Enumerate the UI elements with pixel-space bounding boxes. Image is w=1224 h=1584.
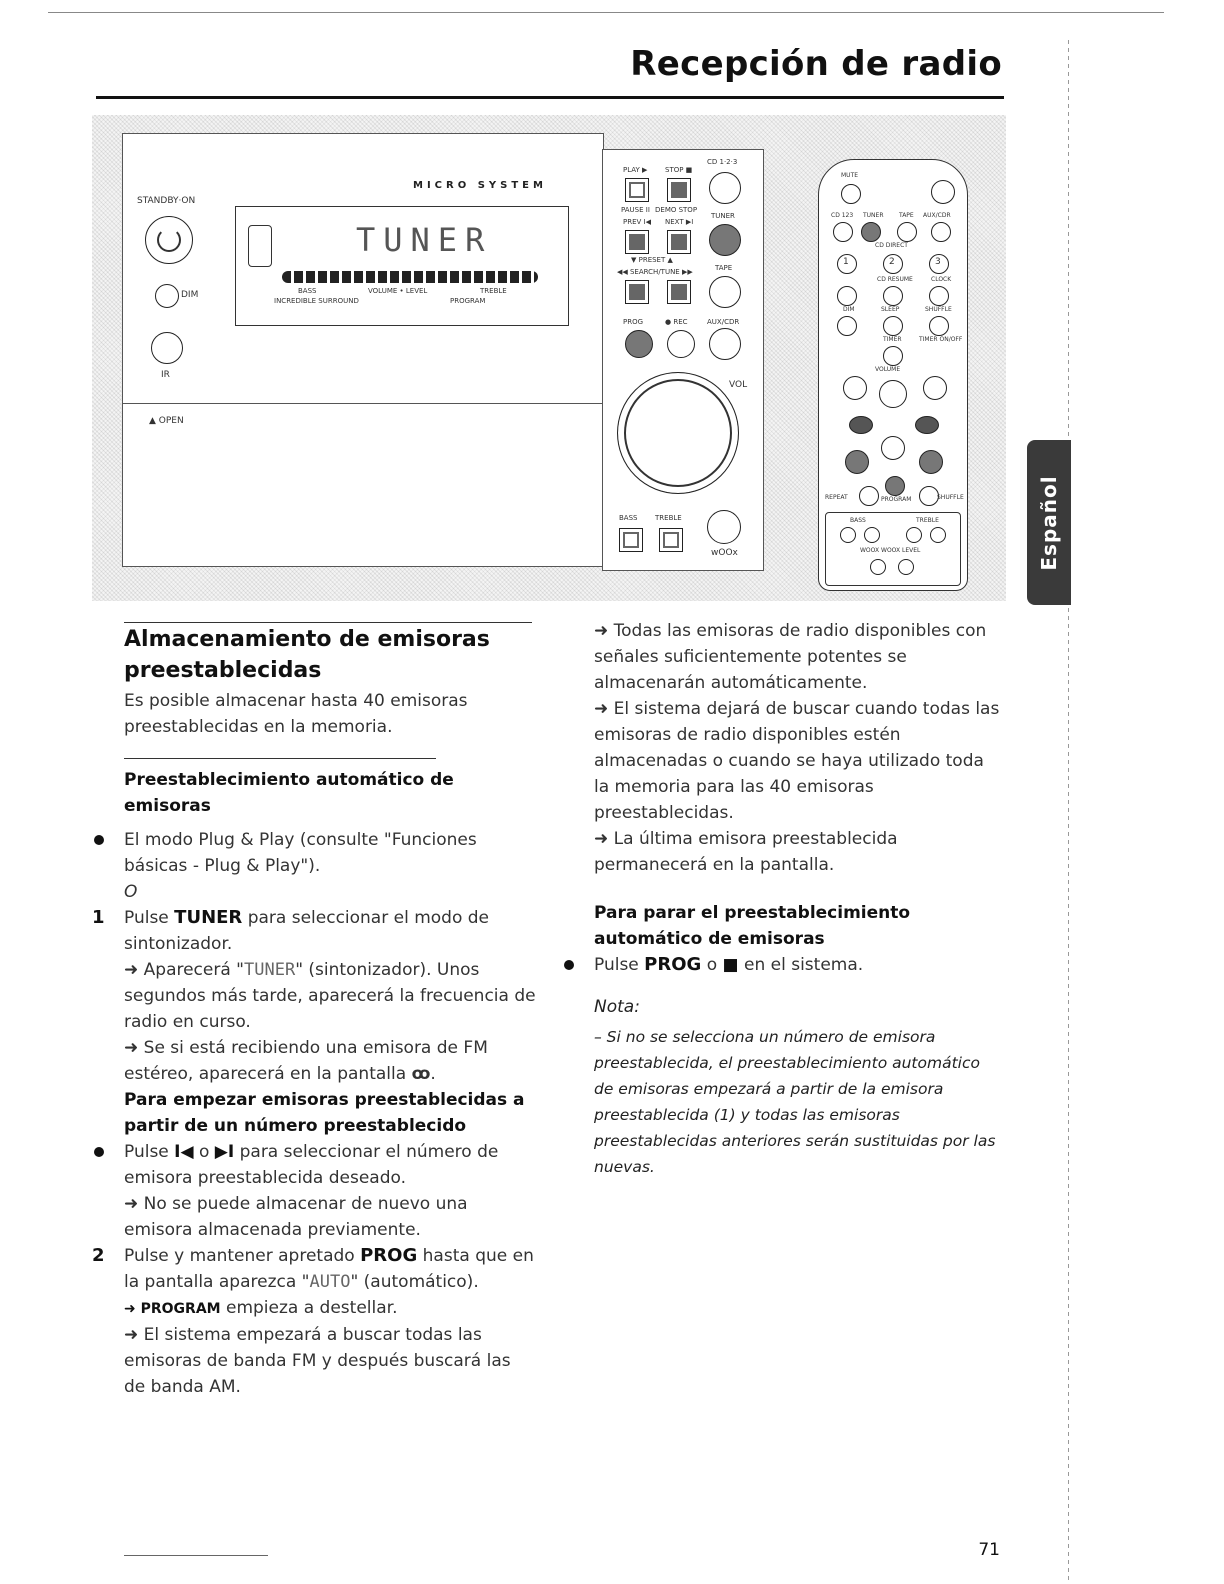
next-label: NEXT ▶I (665, 218, 694, 226)
remote-resume-left-button[interactable] (837, 286, 857, 306)
woox-label: wOOx (711, 548, 738, 558)
remote-num3-button[interactable] (929, 254, 949, 274)
search-back-button[interactable] (625, 280, 649, 304)
remote-shuffle2-button[interactable] (919, 486, 939, 506)
prev-button[interactable] (625, 230, 649, 254)
rec-button[interactable] (667, 330, 695, 358)
remote-aux-button[interactable] (931, 222, 951, 242)
remote-tape-label: TAPE (899, 212, 914, 219)
arrow-tuner-pre: ➜ Aparecerá " (124, 960, 244, 980)
step-1 (92, 905, 536, 957)
display-text: TUNER (356, 221, 493, 259)
prev-key-icon: I◀ (174, 1142, 194, 1162)
mute-label: MUTE (841, 172, 859, 179)
arrow-stereo (124, 1035, 536, 1087)
remote-cd-resume-label: CD RESUME (877, 276, 913, 283)
stop-preset-heading: Para parar el preestablecimiento automático de emisoras (594, 903, 911, 949)
remote-tone-panel (825, 512, 961, 586)
remote-next-button[interactable] (915, 416, 939, 434)
arrow-stop-search: ➜ El sistema dejará de buscar cuando todas las emisoras de radio disponibles estén almacenadas o cuando se haya utilizado toda la memoria para las 40 emisoras preestablecidas. (594, 699, 1000, 823)
language-tab (1027, 440, 1071, 605)
remote-rewind-button[interactable] (845, 450, 869, 474)
prog-button[interactable] (625, 330, 653, 358)
bass-label: BASS (619, 514, 638, 522)
remote-woox-button[interactable] (870, 559, 886, 575)
arrow-tuner-post: " (sintonizador). Unos segundos más tarde, aparecerá la frecuencia de radio en curso. (124, 960, 536, 1032)
remote-program-button[interactable] (885, 476, 905, 496)
remote-forward-button[interactable] (919, 450, 943, 474)
tape-label: TAPE (715, 264, 733, 272)
standby-button[interactable] (145, 216, 193, 264)
arrow-no-store: ➜ No se puede almacenar de nuevo una emisora almacenada previamente. (124, 1194, 468, 1240)
note-title: Nota: (594, 997, 640, 1017)
arrow-stereo-pre: ➜ Se si está recibiendo una emisora de FM estéreo, aparecerá en la pantalla (124, 1038, 488, 1084)
arrow-stereo-post: . (430, 1064, 436, 1084)
rec-label: ● REC (665, 318, 688, 326)
select-mid: o (193, 1142, 215, 1162)
auto-preset-heading: Preestablecimiento automático de emisoras (124, 770, 454, 816)
arrow-search: ➜ El sistema empezará a buscar todas las emisoras de banda FM y después buscará las de banda AM. (124, 1325, 511, 1397)
power-icon (157, 228, 181, 252)
remote-bass-label: BASS (850, 517, 866, 524)
stop-item (594, 952, 1004, 978)
remote-mute-button[interactable] (841, 184, 861, 204)
remote-bass-down-button[interactable] (840, 527, 856, 543)
remote-tape-button[interactable] (897, 222, 917, 242)
prog-label: PROG (623, 318, 644, 326)
page-number: 71 (978, 1540, 1000, 1560)
subsection-rule (124, 758, 436, 759)
remote-treble-down-button[interactable] (906, 527, 922, 543)
arrow-stored-all: ➜ Todas las emisoras de radio disponibles con señales suficientemente potentes se almacenarán automáticamente. (594, 621, 987, 693)
bass-button[interactable] (619, 528, 643, 552)
remote-woox-level-button[interactable] (898, 559, 914, 575)
remote-shuffle-button[interactable] (929, 316, 949, 336)
stop-pre: Pulse (594, 955, 645, 975)
remote-tuner-label: TUNER (863, 212, 884, 219)
prev-label: PREV I◀ (623, 218, 651, 226)
remote-clock-button[interactable] (929, 286, 949, 306)
remote-sleep-label: SLEEP (881, 306, 900, 313)
remote-dim-label: DIM (843, 306, 855, 313)
step-2 (92, 1243, 536, 1295)
remote-tuner-button[interactable] (861, 222, 881, 242)
display-panel (235, 206, 569, 326)
open-label: ▲ OPEN (149, 416, 184, 426)
preset-label: ▼ PRESET ▲ (631, 256, 673, 264)
step-2-pre: Pulse y mantener apretado (124, 1246, 361, 1266)
prog-key: PROG (360, 1245, 418, 1266)
remote-program-label: PROGRAM (881, 496, 912, 503)
next-button[interactable] (667, 230, 691, 254)
remote-num2-label: 2 (889, 257, 895, 267)
select-preset-item (124, 1139, 536, 1191)
stop-mid: o (701, 955, 723, 975)
volume-knob[interactable] (617, 372, 739, 494)
remote-repeat-button[interactable] (859, 486, 879, 506)
section-intro: Es posible almacenar hasta 40 emisoras preestablecidas en la memoria. (124, 691, 468, 737)
search-forward-button[interactable] (667, 280, 691, 304)
stop-post: en el sistema. (738, 955, 864, 975)
remote-clock-label: CLOCK (931, 276, 952, 283)
step-1-pre: Pulse (124, 908, 175, 928)
tuner-display-glyph: TUNER (244, 960, 296, 980)
remote-timer-onoff-label: TIMER ON/OFF (919, 336, 963, 343)
remote-volume-label: VOLUME (875, 366, 901, 373)
remote-num3-label: 3 (935, 257, 941, 267)
margin-line (1068, 40, 1069, 1580)
title-rule (96, 96, 1004, 99)
control-panel (602, 149, 764, 571)
remote-power-button[interactable] (931, 180, 955, 204)
remote-num2-button[interactable] (883, 254, 903, 274)
dim-label: DIM (181, 290, 199, 300)
bass-bar-label: BASS (298, 287, 317, 295)
remote-control (818, 159, 968, 591)
step-1-post: para seleccionar el modo de sintonizador. (124, 908, 490, 954)
remote-timer-button[interactable] (883, 346, 903, 366)
step-2-post: " (automático). (350, 1272, 479, 1292)
remote-woox-label: WOOX WOOX LEVEL (860, 547, 921, 554)
device-illustration (92, 115, 1006, 601)
woox-button[interactable] (707, 510, 741, 544)
select-post: para seleccionar el número de emisora preestablecida deseado. (124, 1142, 499, 1188)
remote-resume-button[interactable] (883, 286, 903, 306)
note-text: – Si no se selecciona un número de emisora preestablecida, el preestablecimiento automático de emisoras empezará a partir de la emisora preestablecida (1) y todas las emisoras preestablecidas anteriores serán sustituidas por las nuevas. (594, 1028, 996, 1176)
step-2-mid: hasta que en la pantalla aparezca " (124, 1246, 534, 1292)
remote-cd-label: CD 123 (831, 212, 854, 219)
bullet-icon (94, 1147, 104, 1157)
remote-shuffle2-label: SHUFFLE (937, 494, 964, 501)
remote-shuffle-label: SHUFFLE (925, 306, 952, 313)
bullet-icon (94, 835, 104, 845)
stereo-icon: ꝏ (411, 1064, 431, 1084)
play-label: PLAY ▶ (623, 166, 648, 174)
cd-button[interactable] (709, 172, 741, 204)
step-2-number: 2 (92, 1245, 105, 1266)
start-preset-heading: Para empezar emisoras preestablecidas a partir de un número preestablecido (124, 1090, 525, 1136)
ir-label: IR (161, 370, 170, 380)
plug-play-text: El modo Plug & Play (consulte "Funciones básicas - Plug & Play"). (124, 830, 477, 876)
remote-treble-label: TREBLE (916, 517, 939, 524)
tuner-key: TUNER (174, 907, 243, 928)
aux-cdr-button[interactable] (709, 328, 741, 360)
brand-label: MICRO SYSTEM (413, 180, 547, 191)
volume-bar-label: VOLUME • LEVEL (368, 287, 428, 295)
step-1-number: 1 (92, 907, 105, 928)
remote-prev-button[interactable] (849, 416, 873, 434)
remote-num1-label: 1 (843, 257, 849, 267)
language-tab-label: Español (1037, 474, 1061, 571)
arrow-last-preset: ➜ La última emisora preestablecida permanecerá en la pantalla. (594, 829, 898, 875)
treble-button[interactable] (659, 528, 683, 552)
treble-label: TREBLE (655, 514, 682, 522)
ir-sensor (151, 332, 183, 364)
cd-icon (248, 225, 272, 267)
remote-cd-direct-label: CD DIRECT (875, 242, 908, 249)
remote-aux-label: AUX/CDR (923, 212, 951, 219)
remote-num1-button[interactable] (837, 254, 857, 274)
aux-cdr-label: AUX/CDR (707, 318, 740, 326)
stop-label: STOP ■ (665, 166, 693, 174)
section-heading: Almacenamiento de emisoras preestablecidas (124, 627, 490, 683)
remote-play-pause-button[interactable] (879, 380, 907, 408)
left-column (92, 624, 536, 1400)
arrow-program (124, 1295, 536, 1322)
bullet-icon (564, 960, 574, 970)
remote-repeat-label: REPEAT (825, 494, 848, 501)
arrow-program-post: empieza a destellar. (220, 1298, 398, 1318)
dim-button[interactable] (155, 284, 179, 308)
bottom-rule (124, 1555, 268, 1556)
remote-volume-up-button[interactable] (923, 376, 947, 400)
main-unit-top (122, 133, 604, 407)
remote-cd-button[interactable] (833, 222, 853, 242)
or-text: O (124, 882, 138, 902)
auto-display-glyph: AUTO (309, 1272, 351, 1292)
remote-dim-button[interactable] (837, 316, 857, 336)
vol-label: VOL (729, 380, 748, 390)
treble-bar-label: TREBLE (480, 287, 507, 295)
remote-treble-up-button[interactable] (930, 527, 946, 543)
remote-sleep-button[interactable] (883, 316, 903, 336)
left-section-rule (124, 622, 532, 623)
program-key: ➜ PROGRAM (124, 1301, 221, 1317)
select-pre: Pulse (124, 1142, 175, 1162)
stop-button[interactable] (667, 178, 691, 202)
remote-volume-down-button[interactable] (843, 376, 867, 400)
pause-label: PAUSE II (621, 206, 650, 214)
tuner-label: TUNER (711, 212, 735, 220)
play-pause-button[interactable] (625, 178, 649, 202)
page-title: Recepción de radio (630, 44, 1002, 84)
program-bar-label: PROGRAM (450, 297, 486, 305)
cassette-door (122, 403, 604, 567)
cd-label: CD 1·2·3 (707, 158, 738, 166)
tape-button[interactable] (709, 276, 741, 308)
level-bars (282, 271, 538, 283)
tuner-button[interactable] (709, 224, 741, 256)
remote-timer-label: TIMER (883, 336, 902, 343)
demo-stop-label: DEMO STOP (655, 206, 698, 214)
standby-label: STANDBY·ON (137, 196, 196, 206)
surround-label: INCREDIBLE SURROUND (274, 297, 359, 305)
next-key-icon: ▶I (214, 1142, 235, 1162)
remote-stop-button[interactable] (881, 436, 905, 460)
right-column (594, 618, 1004, 1180)
top-rule (48, 12, 1164, 13)
plug-play-item (124, 827, 536, 879)
stop-key-icon: ■ (722, 955, 739, 975)
remote-bass-up-button[interactable] (864, 527, 880, 543)
search-tune-label: ◀◀ SEARCH/TUNE ▶▶ (617, 268, 693, 276)
arrow-tuner (124, 957, 536, 1035)
prog-key-right: PROG (644, 954, 702, 975)
